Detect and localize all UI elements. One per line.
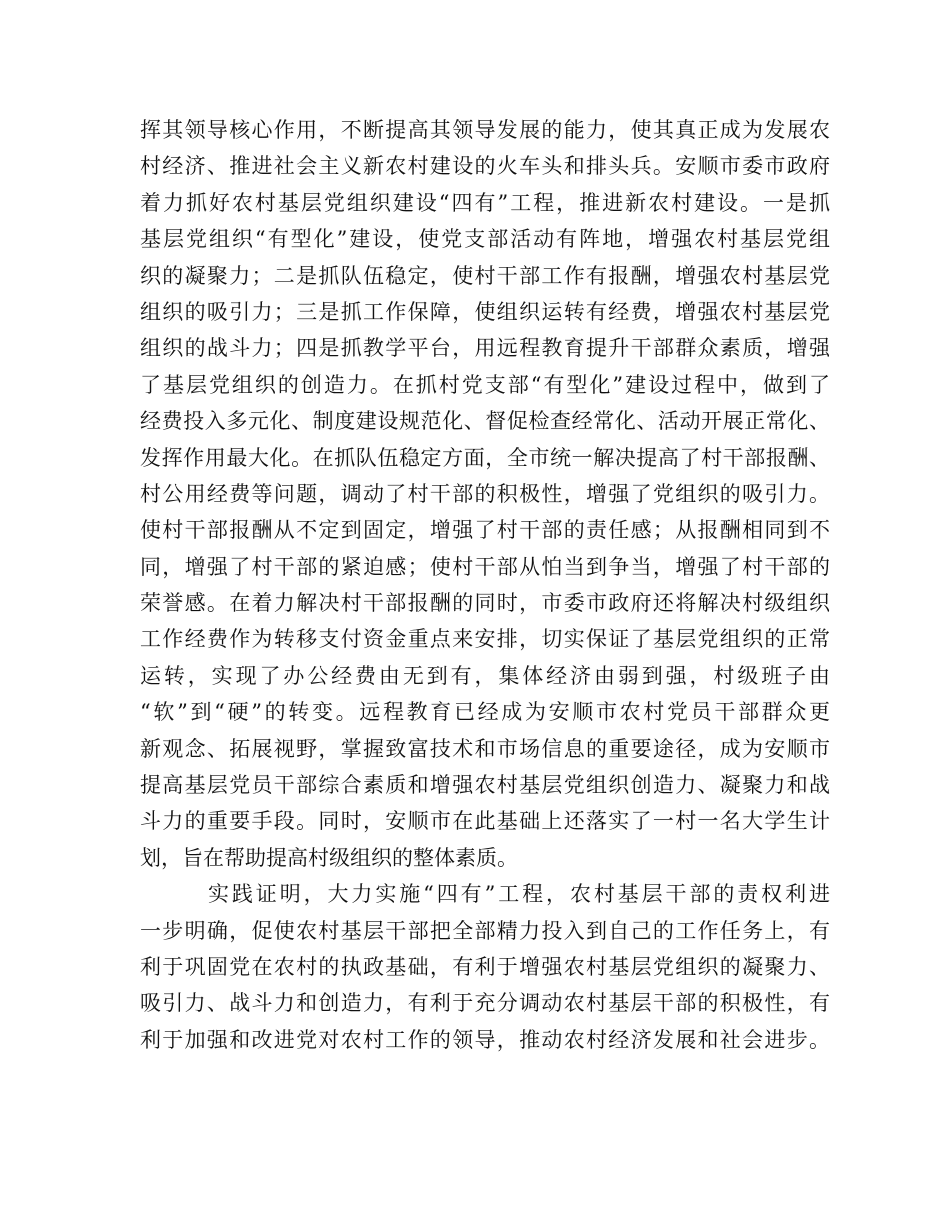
text-line: 经费投入多元化、制度建设规范化、督促检查经常化、活动开展正常化、 bbox=[140, 409, 830, 434]
text-line: 新观念、拓展视野，掌握致富技术和市场信息的重要途径，成为安顺市 bbox=[140, 736, 830, 761]
text-line: 基层党组织“有型化”建设，使党支部活动有阵地，增强农村基层党组 bbox=[140, 227, 830, 252]
text-line: 划，旨在帮助提高村级组织的整体素质。 bbox=[140, 845, 518, 870]
text-line: 组织的战斗力；四是抓教学平台，用远程教育提升干部群众素质，增强 bbox=[140, 336, 830, 361]
text-line: 织的凝聚力；二是抓队伍稳定，使村干部工作有报酬，增强农村基层党 bbox=[140, 263, 830, 288]
text-line: 发挥作用最大化。在抓队伍稳定方面，全市统一解决提高了村干部报酬、 bbox=[140, 445, 830, 470]
text-line: 利于加强和改进党对农村工作的领导，推动农村经济发展和社会进步。 bbox=[140, 1027, 830, 1052]
text-line: 使村干部报酬从不定到固定，增强了村干部的责任感；从报酬相同到不 bbox=[140, 518, 830, 543]
text-line: 一步明确，促使农村基层干部把全部精力投入到自己的工作任务上，有 bbox=[140, 918, 830, 943]
text-line: 着力抓好农村基层党组织建设“四有”工程，推进新农村建设。一是抓 bbox=[140, 190, 830, 215]
text-line: 斗力的重要手段。同时，安顺市在此基础上还落实了一村一名大学生计 bbox=[140, 809, 830, 834]
text-line: 村公用经费等问题，调动了村干部的积极性，增强了党组织的吸引力。 bbox=[140, 481, 830, 506]
text-line: 实践证明，大力实施“四有”工程，农村基层干部的责权利进 bbox=[208, 882, 830, 907]
text-line: 挥其领导核心作用，不断提高其领导发展的能力，使其真正成为发展农 bbox=[140, 118, 830, 142]
text-line: 村经济、推进社会主义新农村建设的火车头和排头兵。安顺市委市政府 bbox=[140, 154, 830, 179]
text-line: 了基层党组织的创造力。在抓村党支部“有型化”建设过程中，做到了 bbox=[140, 372, 830, 397]
text-line: 利于巩固党在农村的执政基础，有利于增强农村基层党组织的凝聚力、 bbox=[140, 954, 830, 979]
text-line: 同，增强了村干部的紧迫感；使村干部从怕当到争当，增强了村干部的 bbox=[140, 554, 830, 579]
text-line: 吸引力、战斗力和创造力，有利于充分调动农村基层干部的积极性，有 bbox=[140, 991, 830, 1016]
text-line: 运转，实现了办公经费由无到有，集体经济由弱到强，村级班子由 bbox=[140, 663, 830, 688]
text-line: 荣誉感。在着力解决村干部报酬的同时，市委市政府还将解决村级组织 bbox=[140, 591, 830, 616]
text-line: 工作经费作为转移支付资金重点来安排，切实保证了基层党组织的正常 bbox=[140, 627, 830, 652]
text-line: 组织的吸引力；三是抓工作保障，使组织运转有经费，增强农村基层党 bbox=[140, 299, 830, 324]
text-line: “软”到“硬”的转变。远程教育已经成为安顺市农村党员干部群众更 bbox=[140, 700, 830, 725]
text-line: 提高基层党员干部综合素质和增强农村基层党组织创造力、凝聚力和战 bbox=[140, 773, 830, 798]
paragraph-1 bbox=[140, 112, 830, 876]
paragraph-2 bbox=[140, 876, 830, 1058]
body-text bbox=[140, 112, 830, 1058]
